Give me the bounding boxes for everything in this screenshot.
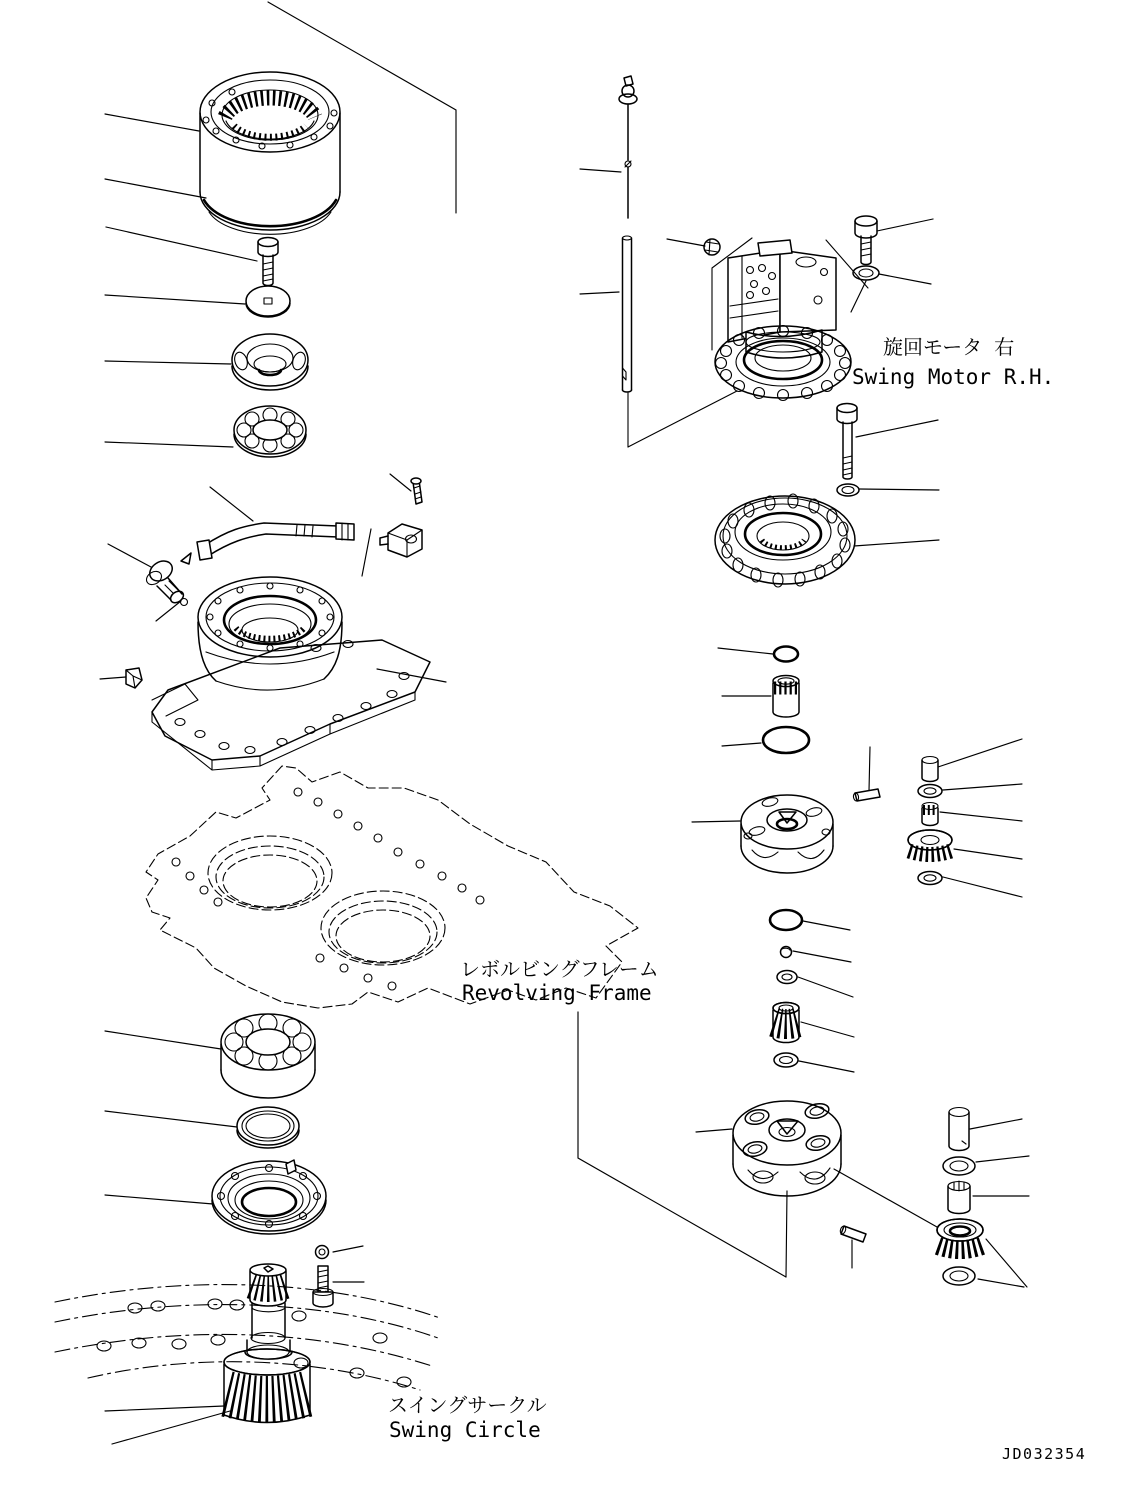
part-sun-gear-coupling <box>773 1003 799 1043</box>
part-cover-washer <box>316 1246 329 1259</box>
part-small-ring <box>777 971 797 984</box>
part-grease-pipe <box>623 236 632 447</box>
part-planet-gear-2 <box>937 1219 983 1250</box>
part-thrust-washer <box>246 286 290 317</box>
leader-lines <box>100 2 1029 1444</box>
part-planet-carrier-2 <box>733 1101 841 1196</box>
part-motor-washer <box>853 266 879 280</box>
part-oring-2 <box>770 910 802 930</box>
label-swing-circle-jp: スイングサークル <box>388 1393 547 1417</box>
part-bearing-race <box>232 334 308 390</box>
frame-bolt-holes <box>172 788 484 990</box>
part-oring-1 <box>774 647 798 662</box>
part-steel-ball <box>781 947 792 958</box>
part-planet-washer-1a <box>918 785 942 798</box>
part-bushing-splined <box>773 676 799 718</box>
part-plug-small <box>704 239 720 255</box>
label-swing-motor-en: Swing Motor R.H. <box>852 365 1055 389</box>
part-carrier-pin-1 <box>853 789 880 801</box>
part-planet-gear-1 <box>908 830 952 855</box>
part-seal-ring <box>237 1107 299 1148</box>
part-planet-carrier-1 <box>741 795 833 873</box>
part-pinion-shaft <box>245 1264 292 1359</box>
label-revolving-frame-jp: レボルビングフレーム <box>460 957 659 981</box>
part-valve-block <box>380 478 422 557</box>
part-ring-gear-housing <box>715 494 855 587</box>
case-base-holes <box>175 641 409 754</box>
part-ring-gear <box>200 72 340 230</box>
part-elbow-fitting <box>144 553 191 606</box>
part-snap-ring-upper <box>204 200 336 234</box>
part-swing-machinery-case <box>152 577 430 770</box>
motor-flange <box>715 326 851 401</box>
label-swing-motor-jp: 旋回モータ 右 <box>883 335 1015 359</box>
part-plug-left <box>126 668 142 688</box>
part-planet-washer-2b <box>943 1267 975 1285</box>
part-planet-bushing-2 <box>948 1181 970 1214</box>
part-dipstick <box>619 76 637 218</box>
label-swing-circle-en: Swing Circle <box>389 1418 541 1442</box>
drawing-number: JD032354 <box>1002 1445 1087 1463</box>
part-planet-shaft-2 <box>949 1108 969 1151</box>
part-bearing-upper <box>234 406 306 457</box>
text-labels <box>388 335 1086 1463</box>
part-ring-3 <box>774 1053 798 1067</box>
part-swing-motor <box>712 238 868 401</box>
part-long-bolt-washer <box>837 484 859 496</box>
part-planet-washer-1b <box>918 872 942 885</box>
part-large-oring <box>763 727 809 753</box>
part-planet-washer-2a <box>943 1157 975 1175</box>
frame-opening-left <box>208 836 332 910</box>
part-long-bolt <box>837 404 857 480</box>
frame-opening-right <box>321 891 445 965</box>
part-planet-shaft-1 <box>922 757 938 782</box>
part-planet-bushing-1 <box>922 803 938 826</box>
part-cover-bolt <box>313 1266 333 1307</box>
part-main-bearing <box>221 1014 315 1098</box>
part-carrier-pin-2 <box>839 1225 866 1242</box>
part-bearing-cover <box>212 1160 326 1234</box>
label-revolving-frame-en: Revolving Frame <box>462 981 652 1005</box>
part-bolt-upper-left <box>258 238 278 286</box>
part-grease-tube <box>197 523 354 560</box>
part-swing-pinion-gear <box>224 1349 310 1423</box>
part-motor-bolt <box>855 216 877 265</box>
